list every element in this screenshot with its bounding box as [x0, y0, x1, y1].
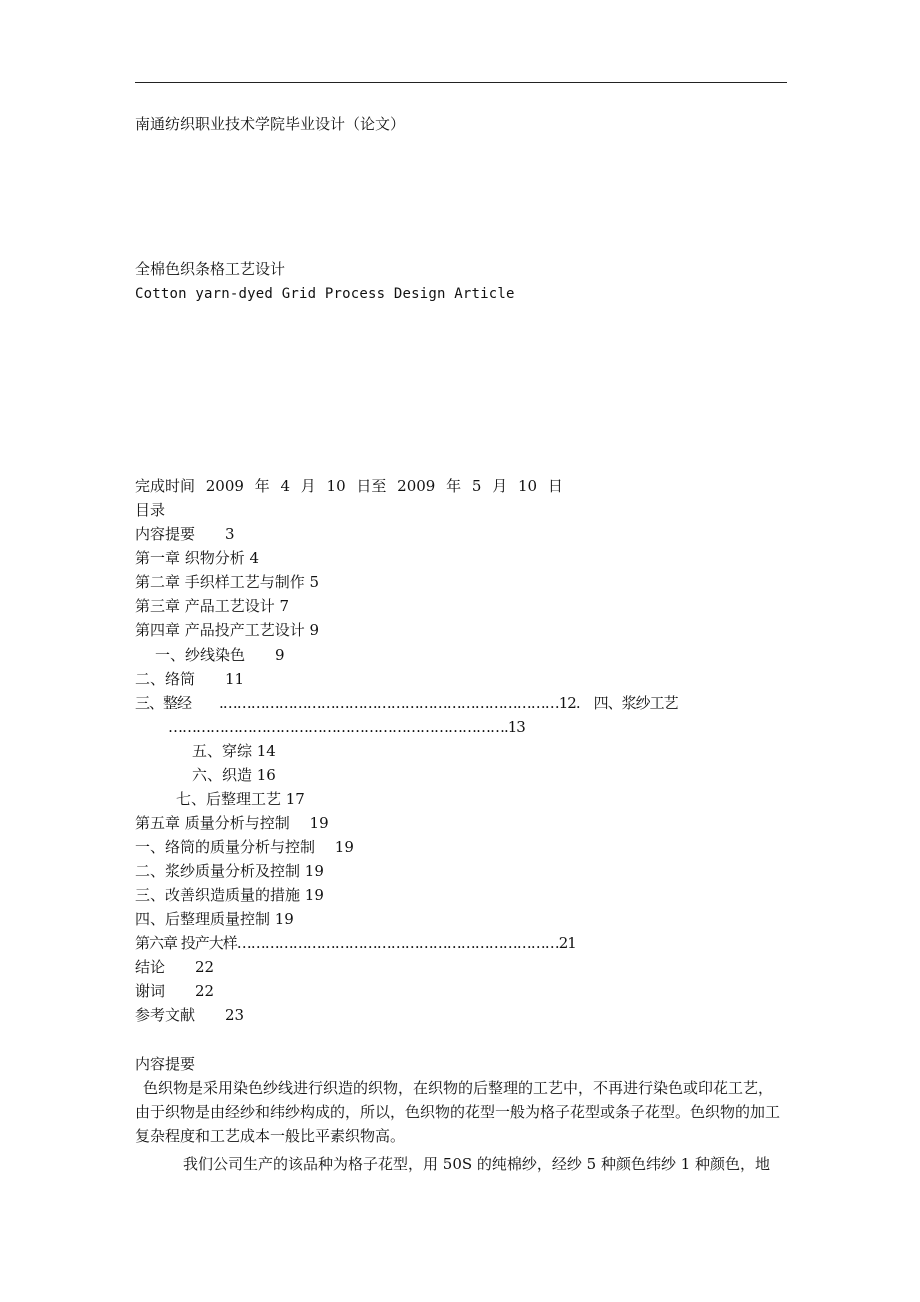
toc-item: 一、络筒的质量分析与控制 19: [135, 838, 354, 856]
title-cn: 全棉色织条格工艺设计: [135, 260, 286, 278]
toc-item: 四、后整理质量控制 19: [135, 910, 294, 928]
toc-item: 结论 22: [135, 958, 215, 976]
toc-item: 谢词 22: [135, 982, 215, 1000]
toc-item: 参考文献 23: [135, 1006, 245, 1024]
abstract-heading: 内容提要: [135, 1055, 196, 1073]
completion-date: 完成时间 2009 年 4 月 10 日至 2009 年 5 月 10 日: [135, 477, 563, 495]
toc-heading: 目录: [135, 501, 166, 519]
toc-item: 三、改善织造质量的措施 19: [135, 886, 324, 904]
toc-item: 二、浆纱质量分析及控制 19: [135, 862, 324, 880]
toc-item: 第四章 产品投产工艺设计 9: [135, 621, 320, 639]
abstract-paragraph: 我们公司生产的该品种为格子花型，用 50S 的纯棉纱，经纱 5 种颜色纬纱 1 种颜色，地: [183, 1155, 771, 1173]
toc-item: 第一章 织物分析 4: [135, 549, 260, 567]
toc-item: 一、纱线染色 9: [155, 646, 285, 664]
header-rule: [135, 82, 787, 83]
school-header: 南通纺织职业技术学院毕业设计（论文）: [135, 115, 406, 133]
toc-item: 第六章 投产大样……………………………………………………………21: [135, 934, 576, 952]
toc-item: 第五章 质量分析与控制 19: [135, 814, 329, 832]
toc-item: 二、络筒 11: [135, 670, 245, 688]
toc-item: 六、织造 16: [192, 766, 276, 784]
toc-item: 五、穿综 14: [192, 742, 276, 760]
toc-item: ……………………………………………………………….13: [168, 718, 525, 736]
toc-item: 七、后整理工艺 17: [176, 790, 305, 808]
title-en: Cotton yarn-dyed Grid Process Design Article: [135, 286, 515, 302]
toc-item: 三、整经 .………………………………………………………………12. 四、浆纱工艺: [135, 694, 678, 712]
toc-item: 第二章 手织样工艺与制作 5: [135, 573, 320, 591]
toc-item: 内容提要 3: [135, 525, 235, 543]
abstract-paragraph: 色织物是采用染色纱线进行织造的织物，在织物的后整理的工艺中，不再进行染色或印花工艺，由于织物是由经纱和纬纱构成的，所以，色织物的花型一般为格子花型或条子花型。色织物的加工复杂程度和工艺成本一般比平素织物高。: [135, 1079, 781, 1145]
toc-item: 第三章 产品工艺设计 7: [135, 597, 290, 615]
